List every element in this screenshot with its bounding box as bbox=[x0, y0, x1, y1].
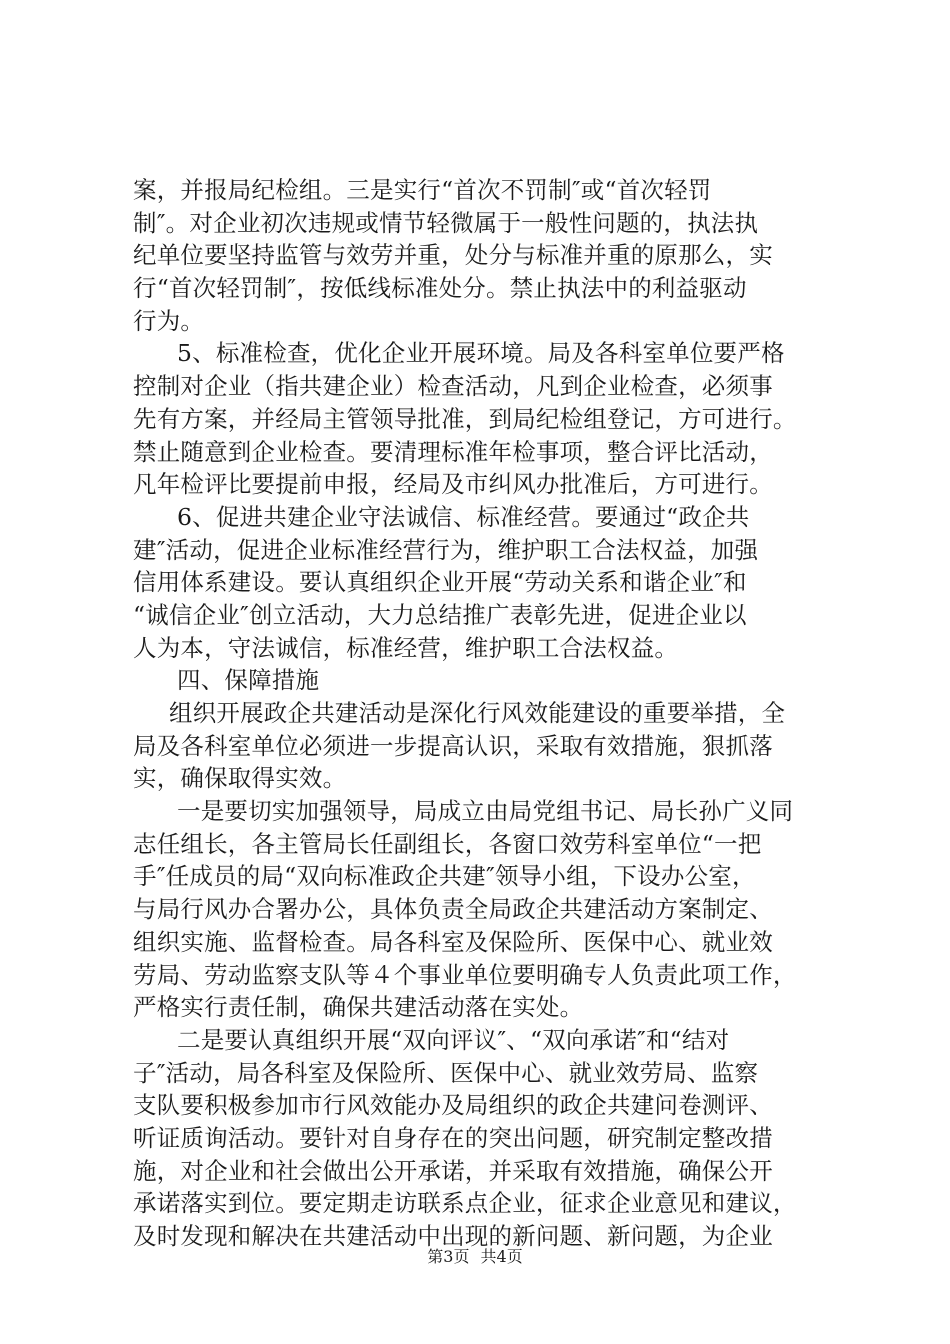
text-line: 组织开展政企共建活动是深化行风效能建设的重要举措，全 bbox=[169, 699, 786, 727]
text-line: 局及各科室单位必须进一步提高认识，采取有效措施，狠抓落 bbox=[133, 731, 773, 760]
page-total: 共4页 bbox=[480, 1247, 523, 1266]
text-line: 支队要积极参加市行风效能办及局组织的政企共建问卷测评、 bbox=[133, 1091, 773, 1120]
text-line: 凡年检评比要提前申报，经局及市纠风办批准后，方可进行。 bbox=[133, 470, 773, 499]
text-line: 人为本，守法诚信，标准经营，维护职工合法权益。 bbox=[133, 633, 679, 662]
text-line: 实，确保取得实效。 bbox=[133, 764, 347, 793]
text-line: 案，并报局纪检组。三是实行“首次不罚制″或“首次轻罚 bbox=[133, 176, 712, 204]
text-line: 施，对企业和社会做出公开承诺，并采取有效措施，确保公开 bbox=[133, 1156, 773, 1185]
section-heading: 四、保障措施 bbox=[177, 666, 320, 695]
text-line: “诚信企业″创立活动，大力总结推广表彰先进，促进企业以 bbox=[133, 600, 747, 629]
text-line: 建″活动，促进企业标准经营行为，维护职工合法权益，加强 bbox=[133, 535, 759, 564]
text-line: 行“首次轻罚制″，按低线标准处分。禁止执法中的利益驱动 bbox=[133, 274, 747, 303]
page-footer bbox=[0, 1244, 950, 1267]
text-line: 组织实施、监督检查。局各科室及保险所、医保中心、就业效 bbox=[133, 927, 773, 956]
text-line: 志任组长，各主管局长任副组长，各窗口效劳科室单位“一把 bbox=[133, 829, 762, 858]
text-line: 信用体系建设。要认真组织企业开展“劳动关系和谐企业″和 bbox=[133, 568, 747, 597]
text-line: 纪单位要坚持监管与效劳并重，处分与标准并重的原那么，实 bbox=[133, 241, 773, 270]
text-line: 6、促进共建企业守法诚信、标准经营。要通过“政企共 bbox=[177, 502, 750, 531]
text-line: 一是要切实加强领导，局成立由局党组书记、局长孙广义同 bbox=[177, 797, 794, 826]
text-line: 子″活动，局各科室及保险所、医保中心、就业效劳局、监察 bbox=[133, 1058, 759, 1087]
text-line: 二是要认真组织开展“双向评议″、“双向承诺″和“结对 bbox=[177, 1025, 730, 1054]
text-line: 制″。对企业初次违规或情节轻微属于一般性问题的，执法执 bbox=[133, 208, 759, 237]
page-number: 第3页 bbox=[427, 1247, 470, 1266]
text-line: 5、标准检查，优化企业开展环境。局及各科室单位要严格 bbox=[177, 339, 785, 368]
text-line: 禁止随意到企业检查。要清理标准年检事项，整合评比活动， bbox=[133, 437, 773, 466]
text-line: 严格实行责任制，确保共建活动落在实处。 bbox=[133, 993, 584, 1022]
text-line: 承诺落实到位。要定期走访联系点企业，征求企业意见和建议， bbox=[133, 1189, 797, 1218]
text-line: 行为。 bbox=[133, 306, 205, 335]
text-line: 与局行风办合署办公，具体负责全局政企共建活动方案制定、 bbox=[133, 895, 773, 924]
text-line: 控制对企业（指共建企业）检查活动，凡到企业检查，必须事 bbox=[133, 372, 773, 401]
text-line: 及时发现和解决在共建活动中出现的新问题、新问题，为企业 bbox=[133, 1222, 773, 1250]
text-line: 听证质询活动。要针对自身存在的突出问题，研究制定整改措 bbox=[133, 1123, 773, 1152]
text-line: 劳局、劳动监察支队等４个事业单位要明确专人负责此项工作， bbox=[133, 960, 797, 989]
document-body bbox=[133, 174, 838, 1253]
text-line: 手″任成员的局“双向标准政企共建″领导小组，下设办公室， bbox=[133, 862, 756, 891]
text-line: 先有方案，并经局主管领导批准，到局纪检组登记，方可进行。 bbox=[133, 404, 797, 433]
